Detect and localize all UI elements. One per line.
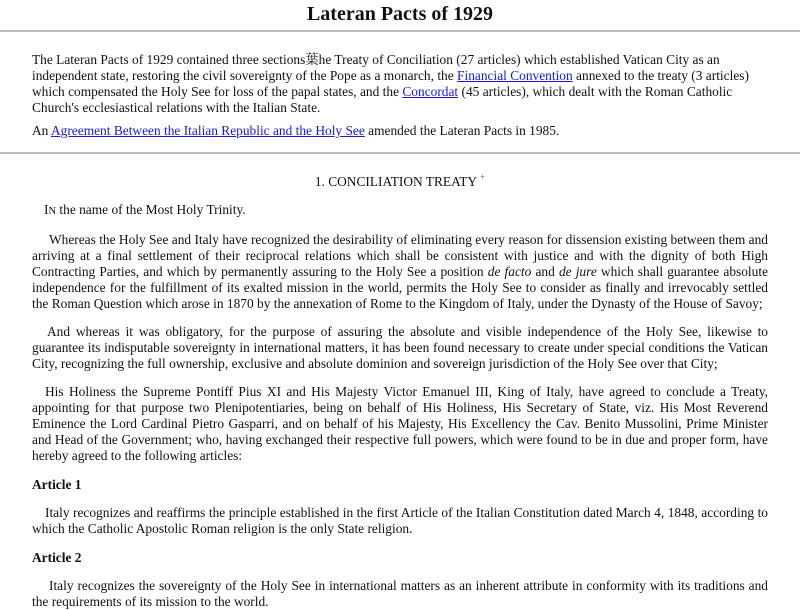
de-jure-italic: de jure [558, 264, 597, 279]
intro-text-2: annexed to the treaty (3 articles) which compensated the Holy See for loss of the papal states, and the [32, 68, 749, 99]
agreement-link[interactable]: Agreement Between the Italian Republic and the Holy See [50, 123, 365, 138]
whereas-1-and: and [531, 264, 559, 279]
invocation-text: the name of the Most Holy Trinity. [56, 202, 246, 217]
invocation-initial: I [44, 202, 49, 217]
whereas-1-text: Whereas the Holy See and Italy have recognized the desirability of eliminating every reason for dissension existing between them and arriving at a final settlement of their reciprocal relations which shall be consistent with justice and with the dignity of both High Contracting Parties, and which by permanently assuring to the Holy See a position [32, 232, 768, 279]
page-title: Lateran Pacts of 1929 [306, 3, 494, 25]
concordat-link[interactable]: Concordat [402, 84, 459, 99]
invocation-smallcap: N [48, 206, 57, 217]
footnote-marker[interactable]: + [480, 172, 486, 182]
article-2-text: Italy recognizes the sovereignty of the Holy See in international matters as an inherent attribute in conformity with its traditions and the requirements of its mission to the world. [32, 578, 768, 609]
amendment-text-1: An [32, 123, 51, 138]
section-divider [0, 152, 800, 154]
whereas-paragraph-2: And whereas it was obligatory, for the purpose of assuring the absolute and visible independence of the Holy See, likewise to guarantee its indisputable sovereignty in international matters, it has been found necessary to create under special conditions the Vatican City, recognizing the full ownership, exclusive and absolute dominion and sovereign jurisdiction of the Holy See over that City; [32, 324, 768, 371]
section-title-text: 1. CONCILIATION TREATY [314, 174, 478, 189]
amendment-paragraph [32, 123, 768, 139]
invocation-paragraph [32, 202, 768, 220]
intro-section [0, 32, 800, 139]
amendment-text-2: amended the Lateran Pacts in 1985. [364, 123, 560, 138]
financial-convention-link[interactable]: Financial Convention [457, 68, 573, 83]
article-1-heading: Article 1 [32, 477, 82, 492]
article-2-heading: Article 2 [32, 550, 82, 565]
plenipotentiaries-paragraph: His Holiness the Supreme Pontiff Pius XI and His Majesty Victor Emanuel III, King of Italy, have agreed to conclude a Treaty, appointing for that purpose two Plenipotentiaries, being on behalf of His Holiness, His Secretary of State, viz. His Most Reverend Eminence the Lord Cardinal Pietro Gasparri, and on behalf of his Majesty, His Excellency the Cav. Benito Mussolini, Prime Minister and Head of the Government; who, having exchanged their respective full powers, which were found to be in due and proper form, have hereby agreed to the following articles: [32, 384, 768, 463]
section-title [0, 169, 800, 190]
intro-paragraph [32, 52, 768, 116]
treaty-body [0, 202, 800, 610]
de-facto-italic: de facto [487, 264, 532, 279]
intro-text-3: (45 articles), which dealt with the Roman Catholic Church's ecclesiastical relations with the Italian State. [32, 84, 733, 115]
whereas-1-text-2: which shall guarantee absolute independence for the fulfillment of its exalted mission in the world, permits the Holy See to consider as finally and irrevocably settled the Roman Question which arose in 1870 by the annexation of Rome to the Kingdom of Italy, under the Dynasty of the House of Savoy; [32, 264, 769, 311]
intro-text-1: The Lateran Pacts of 1929 contained three sections葉he Treaty of Conciliation (27 articles) which established Vatican City as an independent state, restoring the civil sovereignty of the Pope as a monarch, the [32, 52, 720, 83]
whereas-paragraph-1 [32, 232, 768, 312]
article-1-text: Italy recognizes and reaffirms the principle established in the first Article of the Italian Constitution dated March 4, 1848, according to which the Catholic Apostolic Roman religion is the only State religion. [32, 505, 768, 536]
